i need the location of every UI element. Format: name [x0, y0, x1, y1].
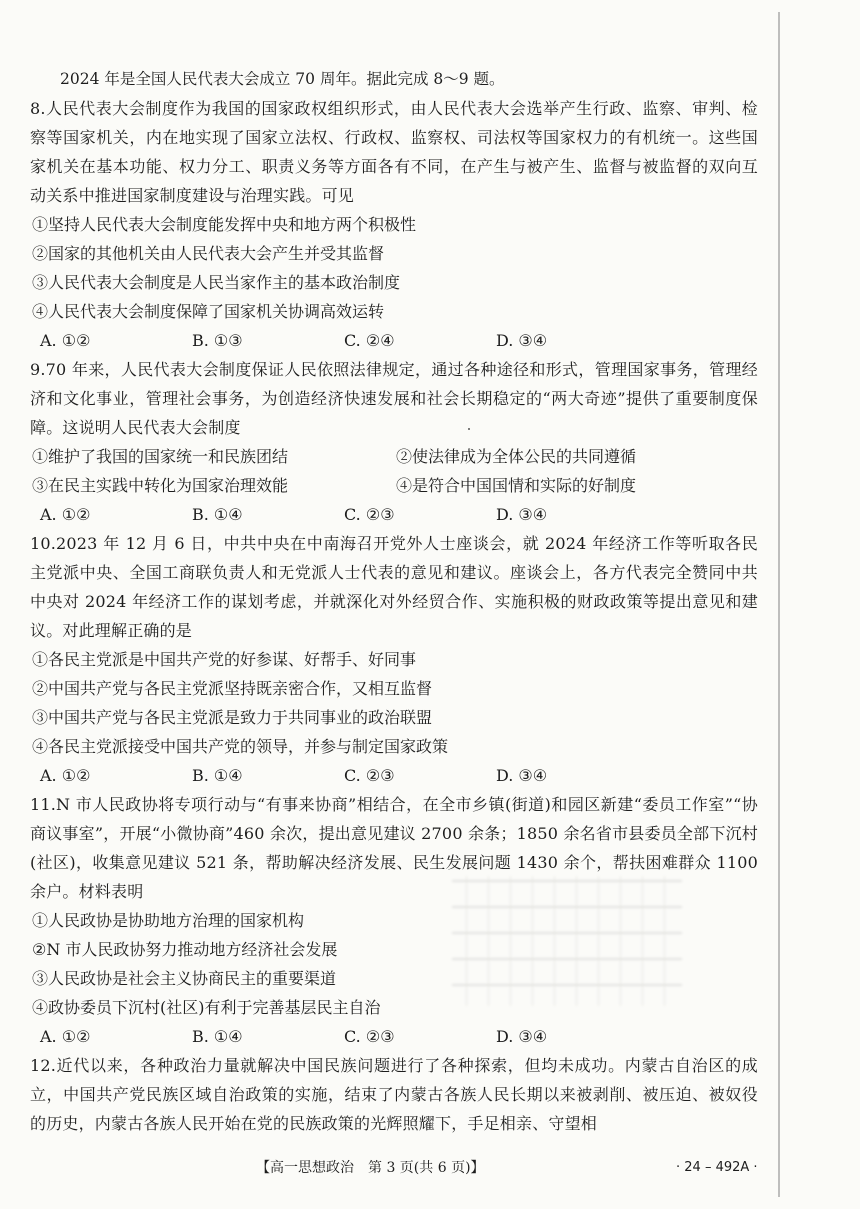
- option-4: ④政协委员下沉村(社区)有利于完善基层民主自治: [32, 998, 381, 1017]
- option-1: ①人民政协是协助地方治理的国家机构: [32, 911, 305, 930]
- question-number: 11.: [30, 795, 57, 814]
- choice-b: B. ①④: [192, 505, 243, 524]
- question-stem: [30, 355, 758, 442]
- option-4: ④各民主党派接受中国共产党的领导，并参与制定国家政策: [32, 737, 449, 756]
- choice-c: C. ②③: [344, 1027, 395, 1046]
- choice-d: D. ③④: [496, 1027, 548, 1046]
- question-text: 70 年来，人民代表大会制度保证人民依照法律规定，通过各种途径和形式，管理国家事务，管理经济和文化事业，管理社会事务，为创造经济快速发展和社会长期稳定的“两大奇迹”提供了重要制度保障。这说明人民代表大会制度: [30, 360, 758, 437]
- option-2: ②国家的其他机关由人民代表大会产生并受其监督: [32, 244, 385, 263]
- question-number: 9.: [30, 360, 46, 379]
- question-number: 12.: [30, 1056, 57, 1075]
- option-3: ③中国共产党与各民主党派是致力于共同事业的政治联盟: [32, 708, 433, 727]
- option-2: ②中国共产党与各民主党派坚持既亲密合作，又相互监督: [32, 679, 433, 698]
- question-12: [30, 1051, 758, 1138]
- option-2: ②使法律成为全体公民的共同遵循: [396, 447, 637, 466]
- question-stem: [30, 529, 758, 645]
- choice-c: C. ②④: [344, 331, 395, 350]
- choice-b: B. ①④: [192, 1027, 243, 1046]
- question-stem: [30, 1051, 758, 1138]
- footer-paper-code: · 24 – 492A ·: [676, 1160, 758, 1175]
- choice-c: C. ②③: [344, 766, 395, 785]
- page-edge-rule: [778, 12, 780, 1197]
- question-9: [30, 355, 758, 529]
- option-1: ①各民主党派是中国共产党的好参谋、好帮手、好同事: [32, 650, 417, 669]
- choice-d: D. ③④: [496, 331, 548, 350]
- option-3: ③人民政协是社会主义协商民主的重要渠道: [32, 969, 337, 988]
- choice-a: A. ①②: [40, 1027, 91, 1046]
- question-10: [30, 529, 758, 790]
- choice-a: A. ①②: [40, 505, 91, 524]
- choice-b: B. ①③: [192, 331, 243, 350]
- option-1: ①维护了我国的国家统一和民族团结: [32, 447, 289, 466]
- question-text: N 市人民政协将专项行动与“有事来协商”相结合，在全市乡镇(街道)和园区新建“委员工作室”“协商议事室”，开展“小微协商”460 余次，提出意见建议 2700 余条；1850 余名省市县委员全部下沉村(社区)，收集意见建议 521 条，帮助解决经济发展、民生发展问题 1430 余个，帮扶困难群众 1100 余户。材料表明: [30, 795, 758, 901]
- option-3: ③在民主实践中转化为国家治理效能: [32, 476, 289, 495]
- option-1: ①坚持人民代表大会制度能发挥中央和地方两个积极性: [32, 215, 417, 234]
- choice-c: C. ②③: [344, 505, 395, 524]
- question-number: 8.: [30, 99, 46, 118]
- question-8: [30, 94, 758, 355]
- answer-choices: [30, 1022, 758, 1051]
- option-4: ④人民代表大会制度保障了国家机关协调高效运转: [32, 302, 385, 321]
- choice-d: D. ③④: [496, 505, 548, 524]
- page-footer: [0, 1155, 780, 1181]
- choice-a: A. ①②: [40, 766, 91, 785]
- question-stem: [30, 790, 758, 906]
- question-content: [30, 64, 758, 1138]
- answer-choices: [30, 326, 758, 355]
- question-text: 近代以来，各种政治力量就解决中国民族问题进行了各种探索，但均未成功。内蒙古自治区的成立，中国共产党民族区域自治政策的实施，结束了内蒙古各族人民长期以来被剥削、被压迫、被奴役的历史，内蒙古各族人民开始在党的民族政策的光辉照耀下，手足相亲、守望相: [30, 1056, 758, 1133]
- option-3: ③人民代表大会制度是人民当家作主的基本政治制度: [32, 273, 401, 292]
- footer-page-info: 【高一思想政治 第 3 页(共 6 页)】: [256, 1160, 485, 1176]
- option-4: ④是符合中国国情和实际的好制度: [396, 476, 637, 495]
- choice-b: B. ①④: [192, 766, 243, 785]
- answer-choices: [30, 761, 758, 790]
- answer-choices: [30, 500, 758, 529]
- question-stem: [30, 94, 758, 210]
- option-2: ②N 市人民政协努力推动地方经济社会发展: [32, 940, 338, 959]
- choice-d: D. ③④: [496, 766, 548, 785]
- question-number: 10.: [30, 534, 57, 553]
- question-11: [30, 790, 758, 1051]
- question-text: 人民代表大会制度作为我国的国家政权组织形式，由人民代表大会选举产生行政、监察、审判、检察等国家机关，内在地实现了国家立法权、行政权、监察权、司法权等国家权力的有机统一。这些国家机关在基本功能、权力分工、职责义务等方面各有不同，在产生与被产生、监督与被监督的双向互动关系中推进国家制度建设与治理实践。可见: [30, 99, 758, 205]
- choice-a: A. ①②: [40, 331, 91, 350]
- question-text: 2023 年 12 月 6 日，中共中央在中南海召开党外人士座谈会，就 2024 年经济工作等听取各民主党派中央、全国工商联负责人和无党派人士代表的意见和建议。座谈会上，各方代表完全赞同中共中央对 2024 年经济工作的谋划考虑，并就深化对外经贸合作、实施积极的财政政策等提出意见和建议。对此理解正确的是: [30, 534, 758, 640]
- option-grid: [30, 442, 758, 500]
- section-intro: 2024 年是全国人民代表大会成立 70 周年。据此完成 8～9 题。: [60, 70, 505, 88]
